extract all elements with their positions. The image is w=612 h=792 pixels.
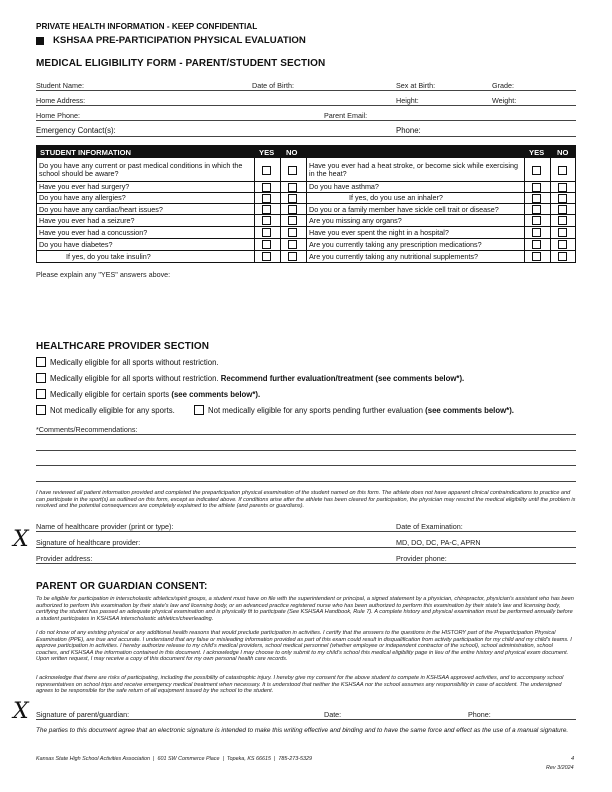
yes-checkbox[interactable] <box>532 228 541 237</box>
yes-checkbox[interactable] <box>262 166 271 175</box>
provider-name-label: Name of healthcare provider (print or type): <box>36 522 174 531</box>
emergency-phone-label: Phone: <box>396 126 421 135</box>
provider-credentials: MD, DO, DC, PA-C, APRN <box>396 538 481 547</box>
question-left-5: Have you ever had a seizure? <box>39 216 135 225</box>
question-right-7: Are you currently taking any prescription medications? <box>309 240 482 249</box>
table-divider <box>280 158 281 263</box>
confidential-notice: PRIVATE HEALTH INFORMATION - KEEP CONFIDENTIAL <box>36 22 258 31</box>
no-checkbox[interactable] <box>288 183 297 192</box>
not-eligible-pending-text: Not medically eligible for any sports pending further evaluation <box>208 406 426 415</box>
provider-signature-marker: X <box>13 527 29 552</box>
table-divider <box>254 158 255 263</box>
recommend-further-text: Recommend further evaluation/treatment (see comments below*). <box>220 374 465 383</box>
no-checkbox[interactable] <box>288 228 297 237</box>
yes-checkbox[interactable] <box>532 194 541 203</box>
not-eligible-pending-label <box>208 406 514 415</box>
no-checkbox[interactable] <box>558 228 567 237</box>
student-name-label: Student Name: <box>36 81 84 90</box>
yes-checkbox[interactable] <box>262 194 271 203</box>
no-checkbox[interactable] <box>288 216 297 225</box>
yes-checkbox[interactable] <box>532 205 541 214</box>
form-title: KSHSAA PRE-PARTICIPATION PHYSICAL EVALUATION <box>53 35 306 46</box>
no-checkbox[interactable] <box>558 166 567 175</box>
yes-checkbox[interactable] <box>262 205 271 214</box>
question-left-8: If yes, do you take insulin? <box>66 252 151 261</box>
yes-header-left: YES <box>259 148 275 157</box>
not-eligible-label: Not medically eligible for any sports. <box>50 406 175 415</box>
yes-checkbox[interactable] <box>262 183 271 192</box>
parent-phone-label: Phone: <box>468 710 491 719</box>
question-right-6: Have you ever spent the night in a hospital? <box>309 228 449 237</box>
explain-yes-label: Please explain any "YES" answers above: <box>36 270 171 279</box>
question-left-3: Do you have any allergies? <box>39 193 126 202</box>
comments-line[interactable] <box>36 450 576 451</box>
home-phone-label: Home Phone: <box>36 111 80 120</box>
phone-line[interactable] <box>36 120 576 121</box>
consent-paragraph-3: I acknowledge that there are risks of participating, including the possibility of catastrophic injury. I hereby give my consent for the above student to compete in KSHSAA approved activities, and to accompany school representatives on school trips and receive emergency medical treatment when necessary. It is understood that neither the KSHSAA nor the school assumes any responsibility in case of accident. The undersigned agrees to be responsible for the safe return of all equipment issued by the school to the student. <box>36 675 564 695</box>
question-left-1: Do you have any current or past medical conditions in which the school should be aware? <box>39 161 243 179</box>
eligible-all-label: Medically eligible for all sports without restriction. <box>50 358 219 367</box>
parent-email-label: Parent Email: <box>324 111 368 120</box>
eligibility-section-title: MEDICAL ELIGIBILITY FORM - PARENT/STUDENT SECTION <box>36 58 326 69</box>
row-line <box>36 203 576 204</box>
no-checkbox[interactable] <box>558 216 567 225</box>
dob-label: Date of Birth: <box>252 81 294 90</box>
no-checkbox[interactable] <box>288 194 297 203</box>
consent-paragraph-1: To be eligible for participation in interscholastic athletics/spirit groups, a student must have on file with the superintendent or principal, a signed statement by a physician, chiropractor, physician's assistant who has been authorized to perform this examination by their state's law and licensing body, or an advanced practice registered nurse who has been authorized to perform this examination by their state's law and licensing body, certifying the student has passed an adequate physical examination and is physically fit to participate (See KSHSAA Handbook, Rule 7). A complete history and physical examination must be performed annually before a student participates in KSHSAA interscholastic athletics/cheerleading. <box>36 596 574 622</box>
no-checkbox[interactable] <box>558 240 567 249</box>
question-right-3: If yes, do you use an inhaler? <box>349 193 443 202</box>
provider-phone-label: Provider phone: <box>396 554 447 563</box>
height-label: Height: <box>396 96 419 105</box>
yes-checkbox[interactable] <box>262 252 271 261</box>
parent-signature-label: Signature of parent/guardian: <box>36 710 130 719</box>
comments-line[interactable] <box>36 465 576 466</box>
comments-label: *Comments/Recommendations: <box>36 425 138 434</box>
emergency-line[interactable] <box>36 136 576 137</box>
no-checkbox[interactable] <box>558 205 567 214</box>
no-checkbox[interactable] <box>288 205 297 214</box>
table-divider <box>306 158 307 263</box>
eligible-all-recommend-text: Medically eligible for all sports without restriction. <box>50 374 221 383</box>
no-header-right: NO <box>557 148 569 157</box>
no-checkbox[interactable] <box>288 240 297 249</box>
eligible-certain-label <box>50 390 260 399</box>
yes-checkbox[interactable] <box>262 240 271 249</box>
row-line <box>36 226 576 227</box>
yes-checkbox[interactable] <box>532 183 541 192</box>
eligible-all-recommend-label <box>50 374 464 383</box>
question-left-4: Do you have any cardiac/heart issues? <box>39 205 163 214</box>
see-comments-text: (see comments below*). <box>425 406 514 415</box>
revision-date: Rev 3/2024 <box>546 765 574 771</box>
question-left-7: Do you have diabetes? <box>39 240 113 249</box>
footer-organization: Kansas State High School Activities Association | 601 SW Commerce Place | Topeka, KS 66615 | 785-273-5329 <box>36 756 312 762</box>
eligible-all-checkbox[interactable] <box>36 357 46 367</box>
provider-address-line[interactable] <box>36 563 576 564</box>
sex-label: Sex at Birth: <box>396 81 436 90</box>
eligible-certain-text: Medically eligible for certain sports <box>50 390 172 399</box>
student-name-line[interactable] <box>36 90 576 91</box>
parent-date-label: Date: <box>324 710 342 719</box>
provider-attestation: I have reviewed all patient information provided and completed the preparticipation physical examination of the student named on this form. The athlete does not have apparent clinical contraindications to practice and can participate in the sport(s) as outlined on this form, except as indicated above. If conditions arise after the athlete has been cleared for participation, the physician may rescind the medical eligibility until the problem is resolved and the potential consequences are completely explained to the athlete (and parents or guardians). <box>36 490 576 510</box>
no-checkbox[interactable] <box>288 166 297 175</box>
exam-date-label: Date of Examination: <box>396 522 463 531</box>
yes-checkbox[interactable] <box>532 216 541 225</box>
comments-line[interactable] <box>36 434 576 435</box>
grade-label: Grade: <box>492 81 514 90</box>
not-eligible-checkbox[interactable] <box>36 405 46 415</box>
question-right-2: Do you have asthma? <box>309 182 379 191</box>
parent-signature-marker: X <box>13 699 29 724</box>
yes-checkbox[interactable] <box>532 166 541 175</box>
provider-signature-line[interactable] <box>36 547 576 548</box>
eligible-all-recommend-checkbox[interactable] <box>36 373 46 383</box>
consent-section-title: PARENT OR GUARDIAN CONSENT: <box>36 581 208 592</box>
yes-checkbox[interactable] <box>262 216 271 225</box>
address-line[interactable] <box>36 105 576 106</box>
consent-paragraph-2: I do not know of any existing physical or any additional health reasons that would preclude participation in activities. I certify that the answers to the questions in the HISTORY part of the Preparticipation Physical Examination (PPE), are true and accurate. I understand that any false or misleading information provided as part of this exam could result in disqualification from activity participation for my child and my child's teams. I approve participation in activities. I hereby authorize release to my child's medical providers, school medical personnel (whether employee or independent contractor of the school), school administration, school coaches, and KSHSAA the information contained in this document. I acknowledge I may choose to only submit to my child's school this medical eligibility page in lieu of the entire history and physical exam document. Upon written request, I may receive a copy of this document for my own personal health care records. <box>36 630 572 663</box>
yes-checkbox[interactable] <box>532 252 541 261</box>
no-header-left: NO <box>286 148 298 157</box>
provider-name-line[interactable] <box>36 531 576 532</box>
eligible-certain-checkbox[interactable] <box>36 389 46 399</box>
question-right-8: Are you currently taking any nutritional supplements? <box>309 252 478 261</box>
question-right-5: Are you missing any organs? <box>309 216 402 225</box>
yes-checkbox[interactable] <box>532 240 541 249</box>
table-divider <box>524 158 525 263</box>
question-left-2: Have you ever had surgery? <box>39 182 130 191</box>
esignature-statement: The parties to this document agree that an electronic signature is intended to make this writing effective and binding and to have the same force and effect as the use of a manual signature. <box>36 727 569 734</box>
parent-signature-line[interactable] <box>36 719 576 720</box>
row-line <box>36 250 576 251</box>
no-checkbox[interactable] <box>558 194 567 203</box>
no-checkbox[interactable] <box>558 183 567 192</box>
no-checkbox[interactable] <box>288 252 297 261</box>
question-left-6: Have you ever had a concussion? <box>39 228 148 237</box>
weight-label: Weight: <box>492 96 517 105</box>
student-info-heading: STUDENT INFORMATION <box>40 148 131 157</box>
home-address-label: Home Address: <box>36 96 86 105</box>
see-comments-text: (see comments below*). <box>171 390 261 399</box>
square-bullet-icon <box>36 37 44 45</box>
yes-checkbox[interactable] <box>262 228 271 237</box>
row-line <box>36 238 576 239</box>
not-eligible-pending-checkbox[interactable] <box>194 405 204 415</box>
comments-line[interactable] <box>36 481 576 482</box>
page-number: 4 <box>571 756 575 762</box>
yes-header-right: YES <box>529 148 545 157</box>
provider-section-title: HEALTHCARE PROVIDER SECTION <box>36 341 210 352</box>
emergency-contact-label: Emergency Contact(s): <box>36 126 116 135</box>
question-right-1: Have you ever had a heat stroke, or become sick while exercising in the heat? <box>309 161 518 179</box>
provider-address-label: Provider address: <box>36 554 93 563</box>
question-right-4: Do you or a family member have sickle cell trait or disease? <box>309 205 499 214</box>
provider-signature-label: Signature of healthcare provider: <box>36 538 141 547</box>
table-divider <box>550 158 551 263</box>
no-checkbox[interactable] <box>558 252 567 261</box>
